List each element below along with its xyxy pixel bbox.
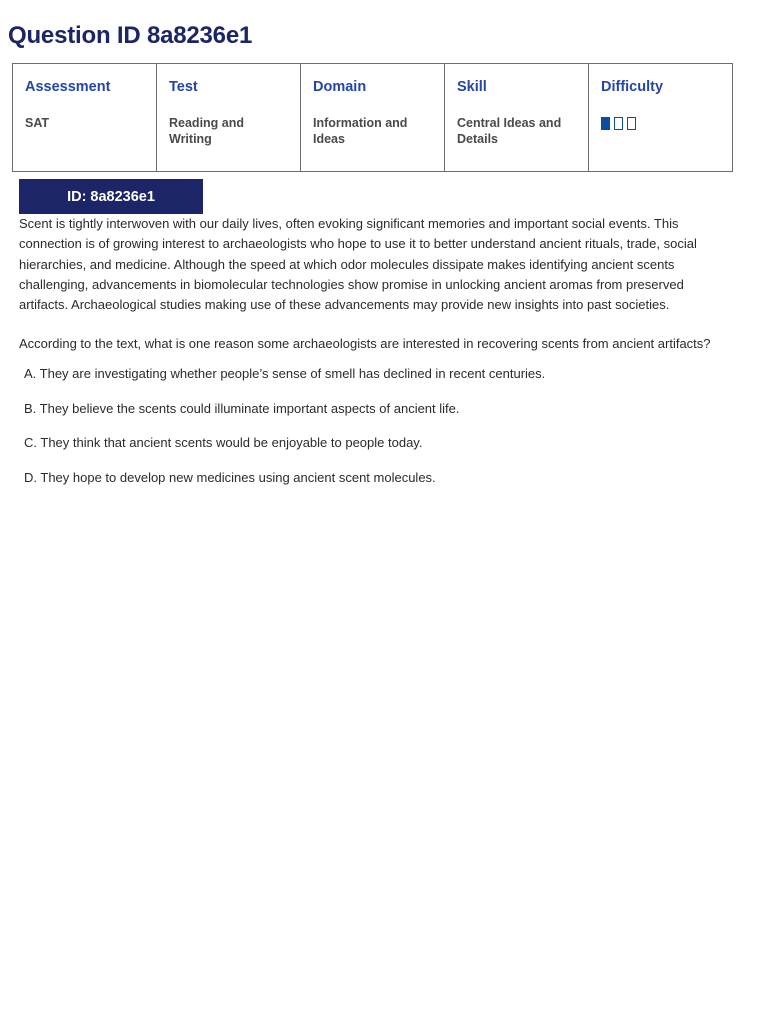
answer-choice-c[interactable]: C. They think that ancient scents would be enjoyable to people today. (24, 435, 423, 451)
passage-text: Scent is tightly interwoven with our daily lives, often evoking significant memories and important social events. This connection is of growing interest to archaeologists who hope to use it to better understand ancient rituals, trade, social hierarchies, and medicine. Although the speed at which odor molecules dissipate makes identifying ancient scents challenging, advancements in biomolecular technologies show promise in unlocking ancient aromas from preserved artifacts. Archaeological studies making use of these advancements may provide new insights into past societies. (19, 216, 697, 313)
answer-choices (24, 364, 545, 503)
skill-cell (445, 64, 589, 172)
difficulty-box-2-icon (614, 117, 623, 130)
domain-value: Information and Ideas (313, 116, 408, 146)
domain-header: Domain (313, 79, 367, 95)
test-value: Reading and Writing (169, 116, 245, 146)
difficulty-box-1-icon (601, 117, 610, 130)
assessment-value: SAT (25, 116, 50, 130)
question-metadata-table (12, 63, 733, 172)
domain-cell (301, 64, 445, 172)
test-cell (157, 64, 301, 172)
page-title: Question ID 8a8236e1 (8, 22, 253, 49)
answer-choice-a[interactable]: A. They are investigating whether people’s sense of smell has declined in recent centuries. (24, 366, 546, 381)
difficulty-header: Difficulty (601, 79, 664, 95)
assessment-header: Assessment (25, 79, 111, 95)
metadata-row (13, 64, 733, 172)
difficulty-indicator (601, 117, 720, 130)
answer-choice-b[interactable]: B. They believe the scents could illuminate important aspects of ancient life. (24, 400, 460, 416)
skill-value: Central Ideas and Details (457, 116, 562, 146)
question-id-banner: ID: 8a8236e1 (19, 179, 203, 214)
question-stem: According to the text, what is one reason some archaeologists are interested in recovering scents from ancient artifacts? (19, 336, 711, 351)
skill-header: Skill (457, 79, 487, 95)
difficulty-box-3-icon (627, 117, 636, 130)
test-header: Test (169, 79, 198, 95)
answer-choice-d[interactable]: D. They hope to develop new medicines using ancient scent molecules. (24, 470, 436, 486)
assessment-cell (13, 64, 157, 172)
difficulty-cell (589, 64, 733, 172)
